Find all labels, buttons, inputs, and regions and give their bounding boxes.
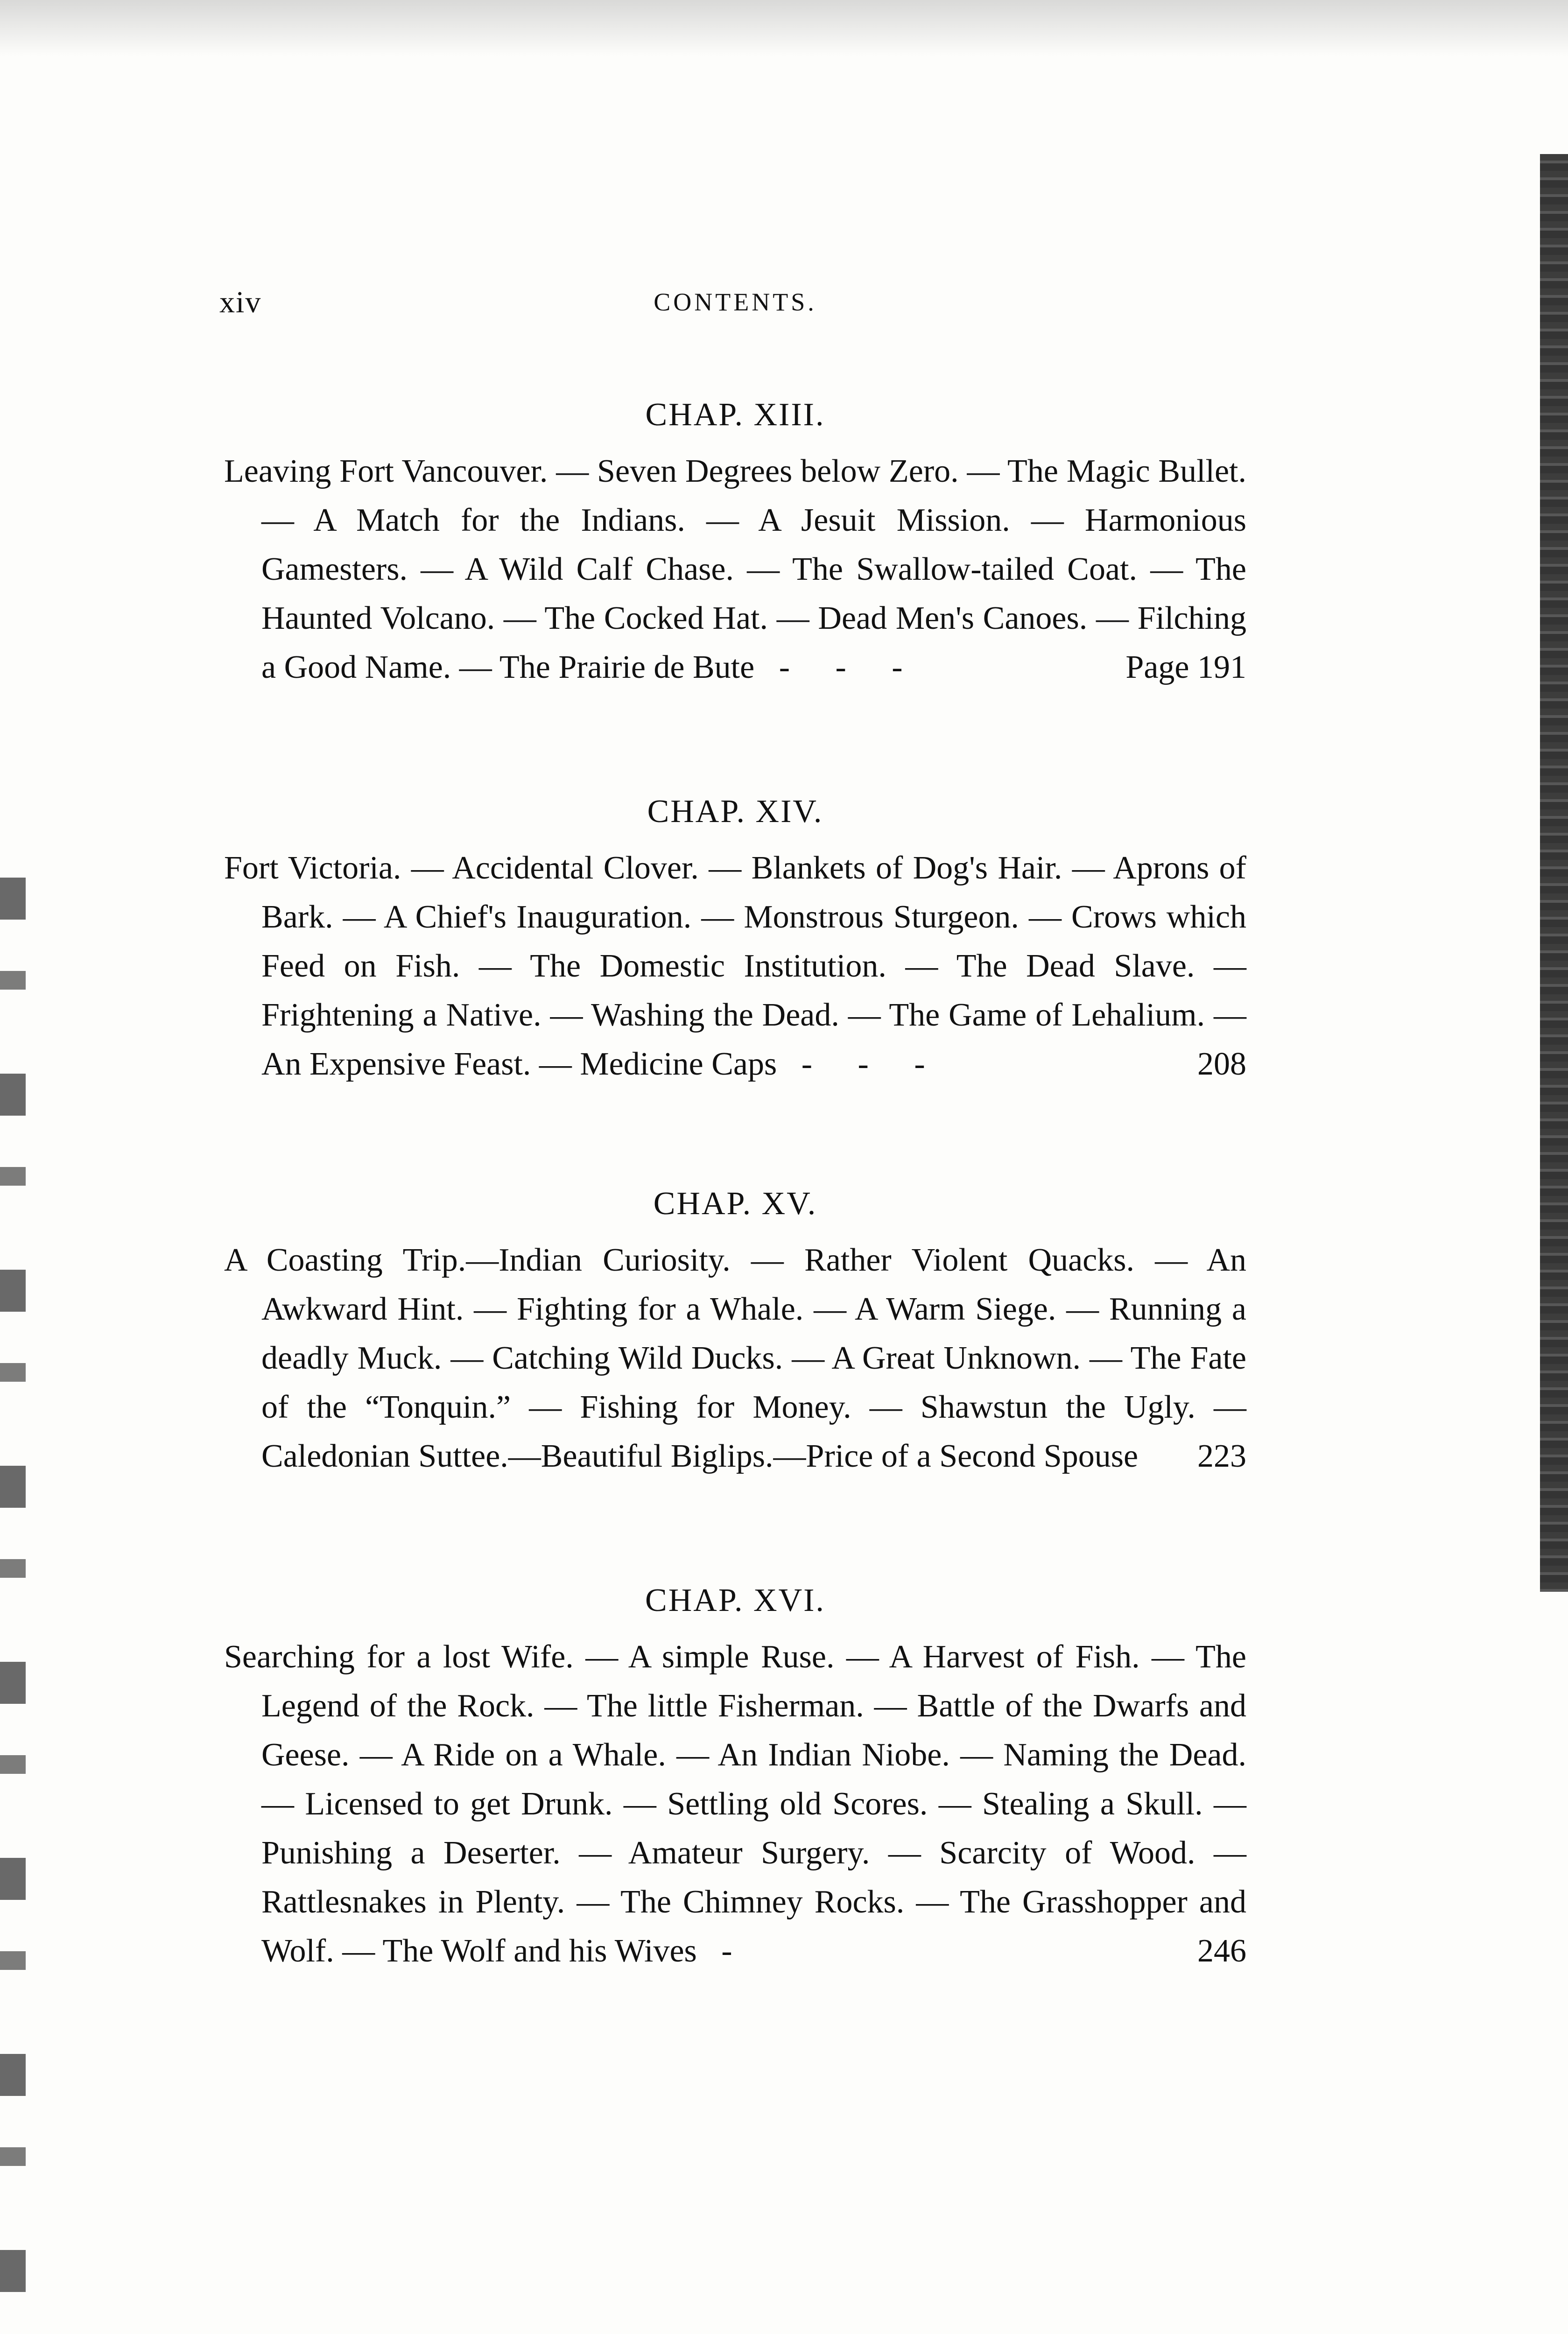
chapter-heading: CHAP. XVI. [645, 1582, 825, 1618]
chapter-xv [224, 1186, 1246, 1481]
chapter-summary-text: Leaving Fort Vancouver. — Seven Degrees below Zero. — The Magic Bullet. — A Match for the Indians. — A Jesuit Mission. — Harmonious Gamesters. — A Wild Calf Chase. — The Swallow-tailed Coat. — The Haunted Volcano. — The Cocked Hat. — Dead Men's Canoes. — Filching a Good Name. — The Prairie de Bute [224, 453, 1246, 685]
chapter-summary [224, 844, 1246, 1089]
dot-leader: - - - [801, 1046, 944, 1082]
chapter-summary [224, 1236, 1246, 1481]
chapter-summary [224, 447, 1246, 692]
page-reference: Page 191 [1125, 649, 1246, 685]
chapter-xiv [224, 794, 1246, 1089]
dot-leader: - - - [779, 649, 921, 685]
running-head [219, 285, 1251, 327]
dot-leader: - [721, 1933, 751, 1969]
chapter-summary-text: Searching for a lost Wife. — A simple Ruse. — A Harvest of Fish. — The Legend of the Rock. — The little Fisherman. — Battle of the Dwarfs and Geese. — A Ride on a Whale. — An Indian Niobe. — Naming the Dead. — Licensed to get Drunk. — Settling old Scores. — Stealing a Skull. — Punishing a Deserter. — Amateur Surgery. — Scarcity of Wood. — Rattlesnakes in Plenty. — The Chimney Rocks. — The Grasshopper and Wolf. — The Wolf and his Wives [224, 1639, 1246, 1969]
chapter-heading: CHAP. XIII. [645, 397, 825, 433]
chapter-xiii [224, 397, 1246, 692]
chapter-heading: CHAP. XIV. [647, 794, 823, 830]
chapter-summary-text: A Coasting Trip.—Indian Curiosity. — Rather Violent Quacks. — An Awkward Hint. — Fighting for a Whale. — A Warm Siege. — Running a deadly Muck. — Catching Wild Ducks. — A Great Unknown. — The Fate of the “Tonquin.” — Fishing for Money. — Shawstun the Ugly. — Caledonian Suttee.—Beautiful Biglips.—Price of a Second Spouse [224, 1242, 1246, 1474]
chapter-summary [224, 1632, 1246, 1975]
page-top-shadow [0, 0, 1568, 56]
running-head-title: CONTENTS. [654, 288, 817, 316]
page-folio: xiv [219, 285, 262, 319]
page-left-binding-shadow [0, 850, 26, 2334]
chapter-heading: CHAP. XV. [653, 1186, 817, 1222]
chapter-xvi [224, 1582, 1246, 1975]
page-reference: 223 [1197, 1438, 1246, 1474]
chapter-summary-text: Fort Victoria. — Accidental Clover. — Blankets of Dog's Hair. — Aprons of Bark. — A Chief's Inauguration. — Monstrous Sturgeon. — Crows which Feed on Fish. — The Domestic Institution. — The Dead Slave. — Frightening a Native. — Washing the Dead. — The Game of Lehalium. — An Expensive Feast. — Medicine Caps [224, 850, 1246, 1082]
page-right-binding-shadow [1540, 154, 1568, 1592]
page-reference: 208 [1197, 1046, 1246, 1082]
page-reference: 246 [1197, 1933, 1246, 1969]
